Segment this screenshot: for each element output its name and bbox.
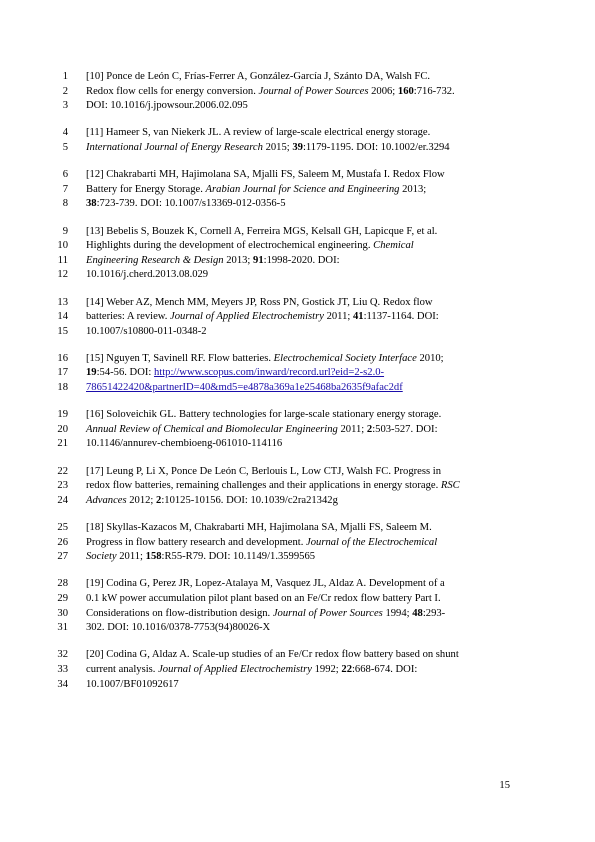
line-text — [86, 168, 445, 183]
volume-number: 39 — [292, 141, 303, 153]
reference-entry — [0, 648, 595, 692]
reference-line — [0, 168, 595, 183]
reference-entry — [0, 225, 595, 283]
text-segment: [10] Ponce de León C, Frías-Ferrer A, González-García J, Szánto DA, Walsh FC. — [86, 71, 431, 82]
reference-line — [0, 126, 595, 141]
reference-entry — [0, 465, 595, 509]
reference-line — [0, 479, 595, 494]
volume-number: 48 — [412, 607, 423, 619]
line-text — [86, 352, 444, 367]
reference-line — [0, 310, 595, 325]
text-segment: 2011; — [116, 551, 146, 563]
line-text — [86, 325, 207, 340]
page-number: 15 — [499, 780, 510, 791]
volume-number: 38 — [86, 198, 97, 210]
line-number: 20 — [57, 423, 68, 435]
text-segment: 2010; — [416, 352, 444, 364]
volume-number: 19 — [86, 367, 97, 379]
line-text — [86, 225, 437, 240]
reference-line — [0, 296, 595, 311]
line-text — [86, 85, 455, 100]
text-segment: :293- — [422, 607, 446, 619]
text-segment: [20] Codina G, Aldaz A. Scale-up studies of an Fe/Cr redox flow battery based on shunt — [86, 649, 459, 661]
text-segment: :723-739. DOI: 10.1007/s13369-012-0356-5 — [96, 198, 286, 210]
text-segment: :503-527. DOI: — [372, 423, 438, 435]
line-text — [86, 621, 270, 636]
reference-line — [0, 141, 595, 156]
line-number: 30 — [57, 607, 68, 619]
journal-title: Journal of Applied Electrochemistry — [158, 663, 312, 675]
text-segment: DOI: 10.1016/j.jpowsour.2006.02.095 — [86, 100, 248, 112]
reference-line — [0, 423, 595, 438]
text-segment: current analysis. — [86, 663, 159, 675]
text-segment: :716-732. — [413, 85, 455, 97]
text-segment: Highlights during the development of electrochemical engineering. — [86, 240, 374, 252]
journal-title: Annual Review of Chemical and Biomolecular Engineering — [86, 423, 338, 435]
line-number: 24 — [57, 494, 68, 506]
line-number: 7 — [62, 183, 68, 195]
line-number: 31 — [57, 622, 68, 634]
text-segment: 2011; — [337, 423, 367, 435]
reference-line — [0, 408, 595, 423]
line-number: 16 — [57, 352, 68, 364]
line-number: 1 — [62, 71, 68, 82]
reference-link[interactable]: http://www.scopus.com/inward/record.url?eid=2-s2.0- — [153, 367, 385, 379]
reference-entry — [0, 70, 595, 114]
text-segment: [18] Skyllas-Kazacos M, Chakrabarti MH, Hajimolana SA, Mjalli FS, Saleem M. — [86, 522, 432, 533]
line-number: 32 — [57, 649, 68, 661]
text-segment: 302. DOI: 10.1016/0378-7753(94)80026-X — [86, 622, 271, 634]
line-text — [86, 408, 441, 423]
reference-entry — [0, 408, 595, 452]
line-number: 28 — [57, 578, 68, 590]
text-segment: [11] Hameer S, van Niekerk JL. A review of large-scale electrical energy storage. — [86, 127, 431, 139]
line-number: 14 — [57, 311, 68, 323]
text-segment: 2013; — [223, 254, 254, 266]
line-text — [86, 536, 437, 551]
line-text — [86, 550, 315, 565]
line-text — [86, 494, 338, 509]
text-segment: :1137-1164. DOI: — [363, 311, 439, 323]
text-segment: [14] Weber AZ, Mench MM, Meyers JP, Ross PN, Gostick JT, Liu Q. Redox flow — [86, 296, 433, 308]
text-segment: 10.1146/annurev-chembioeng-061010-114116 — [86, 438, 283, 450]
line-text — [86, 296, 433, 311]
journal-title: Journal of Power Sources — [258, 85, 369, 97]
line-text — [86, 126, 430, 141]
line-text — [86, 437, 282, 452]
reference-line — [0, 663, 595, 678]
reference-line — [0, 85, 595, 100]
volume-number: 158 — [145, 551, 162, 563]
line-text — [86, 183, 426, 198]
reference-entry — [0, 126, 595, 155]
journal-title: Engineering Research & Design — [86, 254, 224, 266]
text-segment: [13] Bebelis S, Bouzek K, Cornell A, Ferreira MGS, Kelsall GH, Lapicque F, et al. — [86, 225, 438, 237]
text-segment: Progress in flow battery research and development. — [86, 536, 307, 548]
volume-number: 160 — [397, 85, 414, 97]
journal-title: Chemical — [373, 240, 414, 252]
line-number: 6 — [62, 169, 68, 181]
reference-entry — [0, 352, 595, 396]
text-segment: 10.1007/s10800-011-0348-2 — [86, 325, 207, 337]
line-text — [86, 99, 248, 114]
text-segment: [15] Nguyen T, Savinell RF. Flow batteries. — [86, 352, 274, 364]
line-number: 26 — [57, 536, 68, 548]
text-segment: [12] Chakrabarti MH, Hajimolana SA, Mjalli FS, Saleem M, Mustafa I. Redox Flow — [86, 169, 445, 181]
line-number: 19 — [57, 409, 68, 421]
reference-line — [0, 465, 595, 480]
line-number: 8 — [62, 198, 68, 210]
line-text — [86, 141, 450, 156]
reference-line — [0, 536, 595, 551]
line-number: 17 — [57, 367, 68, 379]
line-text — [86, 479, 460, 494]
volume-number: 2 — [156, 494, 162, 506]
reference-line — [0, 381, 595, 396]
reference-line — [0, 437, 595, 452]
line-text — [86, 70, 430, 85]
line-number: 12 — [57, 269, 68, 281]
reference-line — [0, 550, 595, 565]
reference-line — [0, 254, 595, 269]
line-number: 13 — [57, 296, 68, 308]
journal-title: RSC — [440, 480, 460, 492]
line-number: 5 — [62, 141, 68, 153]
reference-line — [0, 183, 595, 198]
journal-title: Journal of the Electrochemical — [306, 536, 438, 548]
text-segment: 1994; — [382, 607, 413, 619]
reference-line — [0, 607, 595, 622]
line-number: 15 — [57, 325, 68, 337]
text-segment: :R55-R79. DOI: 10.1149/1.3599565 — [161, 551, 316, 563]
line-number: 23 — [57, 480, 68, 492]
reference-entry — [0, 296, 595, 340]
journal-title: International Journal of Energy Research — [86, 141, 263, 153]
line-number: 25 — [57, 522, 68, 533]
line-number: 10 — [57, 240, 68, 252]
text-segment: 2015; — [262, 141, 293, 153]
line-text — [86, 663, 417, 678]
reference-entry — [0, 521, 595, 565]
line-text — [86, 254, 340, 269]
line-number: 29 — [57, 592, 68, 604]
journal-title: Electrochemical Society Interface — [273, 352, 417, 364]
line-text — [86, 381, 403, 396]
line-number: 11 — [57, 254, 68, 266]
text-segment: :10125-10156. DOI: 10.1039/c2ra21342g — [161, 494, 338, 506]
volume-number: 2 — [366, 423, 373, 435]
line-text — [86, 239, 414, 254]
reference-line — [0, 70, 595, 85]
line-text — [86, 366, 384, 381]
line-number: 34 — [57, 678, 68, 690]
line-number: 21 — [57, 438, 68, 450]
text-segment: batteries: A review. — [86, 311, 171, 323]
text-segment: [19] Codina G, Perez JR, Lopez-Atalaya M, Vasquez JL, Aldaz A. Development of a — [86, 578, 445, 590]
volume-number: 91 — [253, 254, 264, 266]
text-segment: :1179-1195. DOI: 10.1002/er.3294 — [302, 141, 450, 153]
text-segment: :54-56. DOI: — [96, 367, 154, 379]
text-segment: :1998-2020. DOI: — [263, 254, 340, 266]
text-segment: :668-674. DOI: — [351, 663, 418, 675]
line-number: 22 — [57, 465, 68, 477]
line-number: 3 — [62, 100, 68, 112]
reference-entry — [0, 577, 595, 635]
reference-line — [0, 494, 595, 509]
line-text — [86, 310, 439, 325]
line-text — [86, 521, 432, 536]
reference-line — [0, 592, 595, 607]
reference-line — [0, 577, 595, 592]
line-number: 9 — [62, 225, 68, 237]
line-number: 27 — [57, 551, 68, 563]
reference-link[interactable]: 78651422420&partnerID=40&md5=e4878a369a1e25468ba2635f9afac2df — [86, 382, 403, 394]
reference-line — [0, 268, 595, 283]
text-segment: [16] Soloveichik GL. Battery technologies for large-scale stationary energy storage. — [86, 409, 442, 421]
line-number: 4 — [62, 127, 68, 139]
reference-line — [0, 197, 595, 212]
line-text — [86, 268, 208, 283]
journal-title: Society — [86, 551, 117, 563]
journal-title: Journal of Applied Electrochemistry — [170, 311, 324, 323]
journal-title: Advances — [86, 494, 127, 506]
text-segment: Redox flow cells for energy conversion. — [86, 85, 259, 97]
line-text — [86, 607, 445, 622]
line-number: 2 — [62, 85, 68, 97]
reference-line — [0, 325, 595, 340]
reference-line — [0, 366, 595, 381]
reference-line — [0, 621, 595, 636]
line-number: 18 — [57, 382, 68, 394]
text-segment: redox flow batteries, remaining challenges and their applications in energy storage. — [86, 480, 441, 492]
line-text — [86, 423, 438, 438]
text-segment: 1992; — [311, 663, 342, 675]
text-segment: Battery for Energy Storage. — [86, 183, 206, 195]
reference-line — [0, 678, 595, 693]
line-number: 33 — [57, 663, 68, 675]
text-segment: 2011; — [323, 311, 353, 323]
text-segment: 2013; — [399, 183, 427, 195]
reference-line — [0, 225, 595, 240]
reference-entry — [0, 168, 595, 212]
reference-line — [0, 521, 595, 536]
line-text — [86, 577, 445, 592]
journal-title: Arabian Journal for Science and Engineering — [205, 183, 400, 195]
text-segment: 2012; — [126, 494, 157, 506]
line-text — [86, 592, 441, 607]
reference-line — [0, 648, 595, 663]
text-segment: 10.1007/BF01092617 — [86, 678, 179, 690]
volume-number: 22 — [341, 663, 352, 675]
reference-line — [0, 99, 595, 114]
line-text — [86, 678, 179, 693]
journal-title: Journal of Power Sources — [272, 607, 383, 619]
text-segment: 0.1 kW power accumulation pilot plant based on an Fe/Cr redox flow battery Part I. — [86, 592, 441, 604]
text-segment: Considerations on flow-distribution design. — [86, 607, 273, 619]
volume-number: 41 — [352, 311, 364, 323]
reference-list — [0, 70, 595, 705]
line-text — [86, 465, 441, 480]
line-text — [86, 197, 286, 212]
reference-line — [0, 239, 595, 254]
line-text — [86, 648, 459, 663]
reference-line — [0, 352, 595, 367]
text-segment: [17] Leung P, Li X, Ponce De León C, Berlouis L, Low CTJ, Walsh FC. Progress in — [86, 465, 441, 477]
text-segment: 10.1016/j.cherd.2013.08.029 — [86, 269, 209, 281]
text-segment: 2006; — [368, 85, 398, 97]
